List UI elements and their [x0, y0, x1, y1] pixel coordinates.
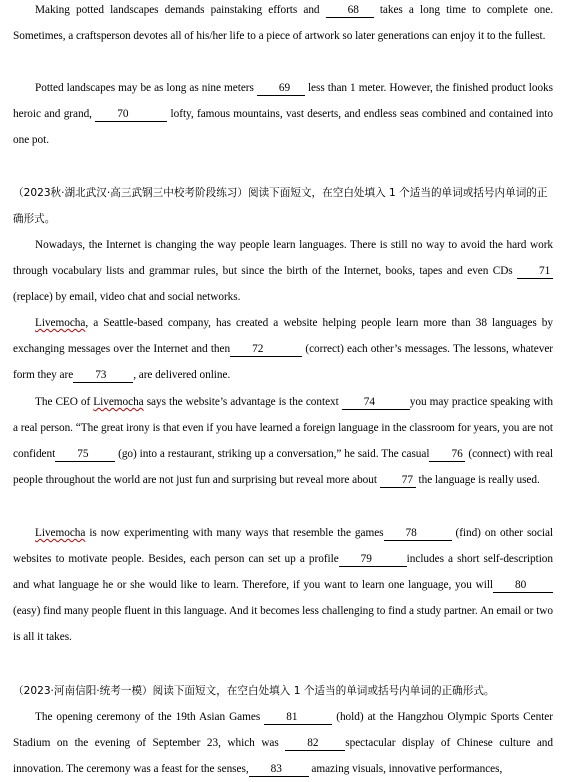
text: , a Seattle-based company, has created a website helping people learn more than 38 languages by exchanging messages over the Internet and then — [13, 317, 553, 355]
text: lofty, famous mountains, vast deserts, and endless seas combined and contained into one pot. — [13, 108, 553, 146]
text: spectacular display of Chinese culture and innovation. The ceremony was a feast for the senses, — [13, 737, 553, 775]
text: (find) on other social websites to motivate people. Besides, each person can set up a profile — [13, 527, 553, 565]
text: The opening ceremony of the 19th Asian Games — [35, 711, 265, 723]
text: is now experimenting with many ways that resemble the games — [85, 527, 384, 539]
text: less than 1 meter. However, the finished product looks heroic and grand, — [13, 82, 553, 120]
paragraph-livemocha-intro — [13, 310, 553, 388]
answer-blank-70[interactable]: 70 — [95, 107, 167, 122]
brand-livemocha: Livemocha — [93, 396, 144, 408]
answer-blank-78[interactable]: 78 — [384, 526, 452, 541]
paragraph-potted-effort — [13, 0, 553, 49]
text: takes a long time to complete one. Sometimes, a craftsperson devotes all of his/her life to a piece of artwork so later generations can enjoy it to the fullest. — [13, 4, 554, 42]
text: Potted landscapes may be as long as nine meters — [35, 82, 257, 94]
section-heading-xinyang: （2023·河南信阳·统考一模）阅读下面短文，在空白处填入 1 个适当的单词或括号内单词的正确形式。 — [13, 685, 495, 697]
text: includes a short self-description and what language he or she would like to learn. Therefore, if you want to learn one language, you will — [13, 553, 553, 591]
paragraph-ceo-quote — [13, 389, 553, 493]
text: amazing visuals, innovative performances, — [308, 763, 503, 775]
text: (easy) find many people fluent in this language. And it becomes less challenging to find a study partner. An email or two is all it takes. — [13, 605, 553, 643]
text: Nowadays, the Internet is changing the way people learn languages. There is still no way to avoid the hard work through vocabulary lists and grammar rules, but since the birth of the Internet, books, tapes and even CDs — [13, 239, 553, 277]
paragraph-potted-size — [13, 75, 553, 153]
section-heading-wuhan: （2023秋·湖北武汉·高三武钢三中校考阶段练习）阅读下面短文，在空白处填入 1 个适当的单词或括号内单词的正确形式。 — [13, 187, 548, 225]
answer-blank-77[interactable]: 77 — [380, 473, 416, 488]
paragraph-asian-games — [13, 704, 553, 782]
answer-blank-80[interactable]: 80 — [493, 578, 553, 593]
text: says the website’s advantage is the context — [143, 396, 342, 408]
text: (replace) by email, video chat and social networks. — [13, 291, 241, 303]
brand-livemocha: Livemocha — [35, 317, 86, 329]
answer-blank-73[interactable]: 73 — [73, 368, 133, 383]
answer-blank-81[interactable]: 81 — [264, 710, 332, 725]
text: Making potted landscapes demands painstaking efforts and — [35, 4, 326, 16]
text: the language is really used. — [415, 474, 540, 486]
answer-blank-68[interactable]: 68 — [326, 3, 374, 18]
text: (go) into a restaurant, striking up a conversation,” he said. The casual — [115, 448, 430, 460]
text: The CEO of — [35, 396, 94, 408]
text: you may practice speaking with a real person. “The great irony is that even if you have learned a foreign language in the classroom for years, you are not confident — [13, 396, 553, 460]
answer-blank-83[interactable]: 83 — [249, 762, 309, 777]
answer-blank-79[interactable]: 79 — [339, 552, 407, 567]
answer-blank-75[interactable]: 75 — [55, 447, 115, 462]
text: (connect) with real people throughout the world are not just fun and surprising but reveal more about — [13, 448, 553, 486]
paragraph-livemocha-games — [13, 520, 553, 650]
answer-blank-82[interactable]: 82 — [285, 736, 345, 751]
paragraph-internet-languages — [13, 232, 553, 310]
text: , are delivered online. — [133, 369, 231, 381]
answer-blank-76[interactable]: 76 — [429, 447, 465, 462]
brand-livemocha: Livemocha — [35, 527, 86, 539]
answer-blank-71[interactable]: 71 — [517, 264, 553, 279]
answer-blank-74[interactable]: 74 — [342, 395, 410, 410]
answer-blank-72[interactable]: 72 — [230, 342, 302, 357]
text: (correct) each other’s messages. The lessons, whatever form they are — [13, 343, 553, 381]
answer-blank-69[interactable]: 69 — [257, 81, 305, 96]
text: (hold) at the Hangzhou Olympic Sports Center Stadium on the evening of September 23, which was — [13, 711, 553, 749]
